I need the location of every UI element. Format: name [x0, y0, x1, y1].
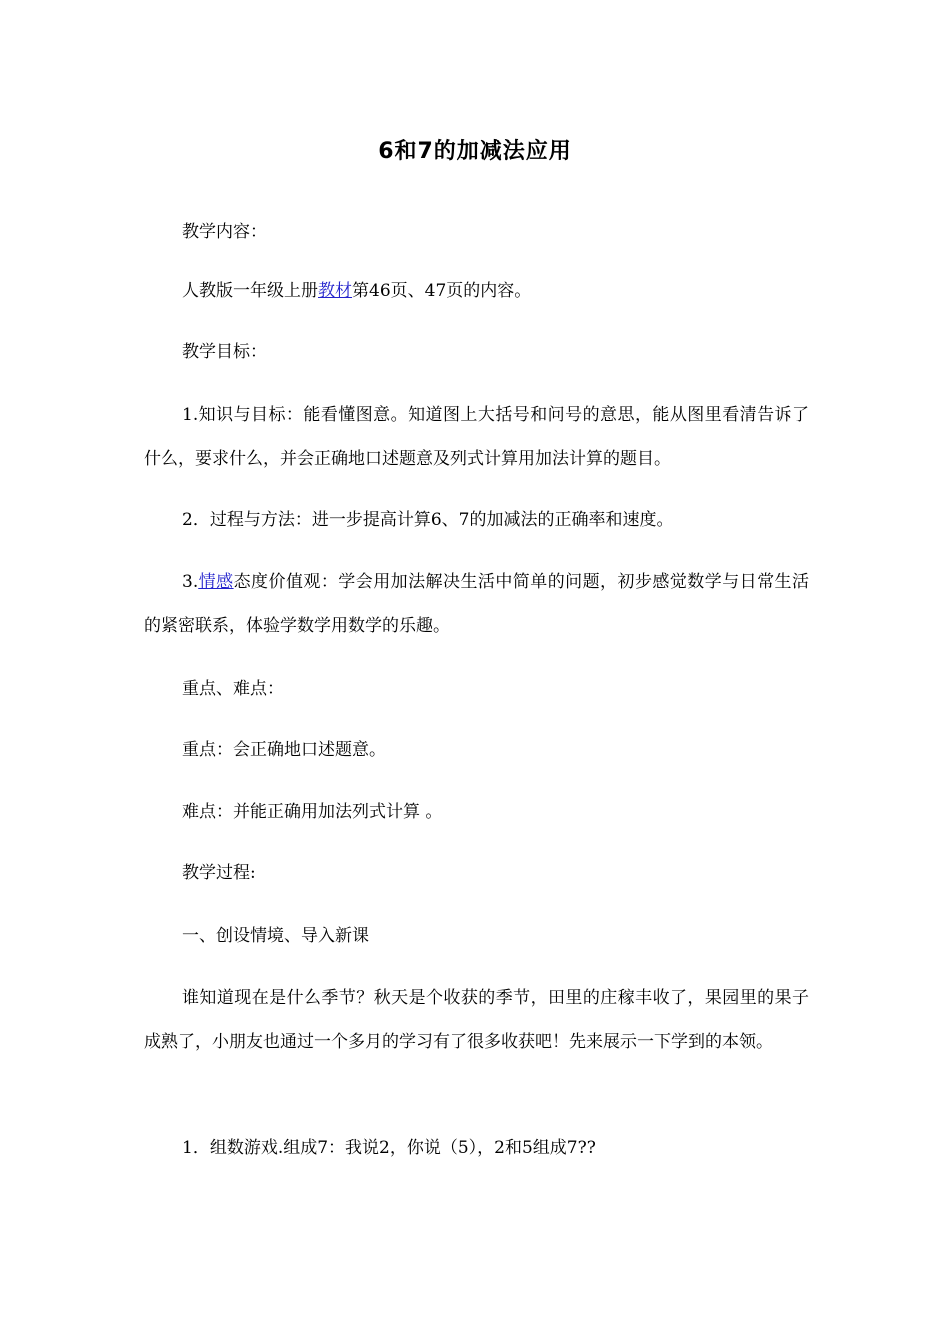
- key-point: 重点：会正确地口述题意。: [182, 740, 386, 760]
- key-heading: 重点、难点：: [182, 679, 284, 699]
- process-heading: 教学过程:: [182, 863, 256, 883]
- content-heading: 教学内容：: [182, 222, 267, 242]
- goal-3-text: 态度价值观：学会用加法解决生活中简单的问题，初步感觉数学与日常生活的紧密联系，体验学数学用数学的乐趣。: [144, 572, 810, 636]
- goal-1: 1.知识与目标：能看懂图意。知道图上大括号和问号的意思，能从图里看清告诉了什么，要求什么，并会正确地口述题意及列式计算用加法计算的题目。: [144, 405, 809, 469]
- section-1-heading: 一、创设情境、导入新课: [182, 926, 369, 946]
- goal-3: [144, 560, 809, 648]
- textbook-link[interactable]: 教材: [318, 281, 352, 301]
- content-text-after: 第46页、47页的内容。: [352, 281, 532, 301]
- difficulty: 难点：并能正确用加法列式计算 。: [182, 802, 443, 822]
- emotion-link[interactable]: 情感: [198, 572, 234, 592]
- content-paragraph: [144, 269, 809, 313]
- goals-heading: 教学目标：: [182, 342, 267, 362]
- intro-paragraph: 谁知道现在是什么季节？秋天是个收获的季节，田里的庄稼丰收了，果园里的果子成熟了，小朋友也通过一个多月的学习有了很多收获吧！先来展示一下学到的本领。: [144, 988, 809, 1052]
- page-title: 6和7的加减法应用: [378, 139, 572, 164]
- content-text-before: 人教版一年级上册: [182, 281, 318, 301]
- goal-2: 2．过程与方法：进一步提高计算6、7的加减法的正确率和速度。: [182, 510, 674, 530]
- goal-3-prefix: 3.: [182, 572, 199, 592]
- game-1: 1．组数游戏.组成7：我说2，你说（5），2和5组成7??: [182, 1138, 596, 1158]
